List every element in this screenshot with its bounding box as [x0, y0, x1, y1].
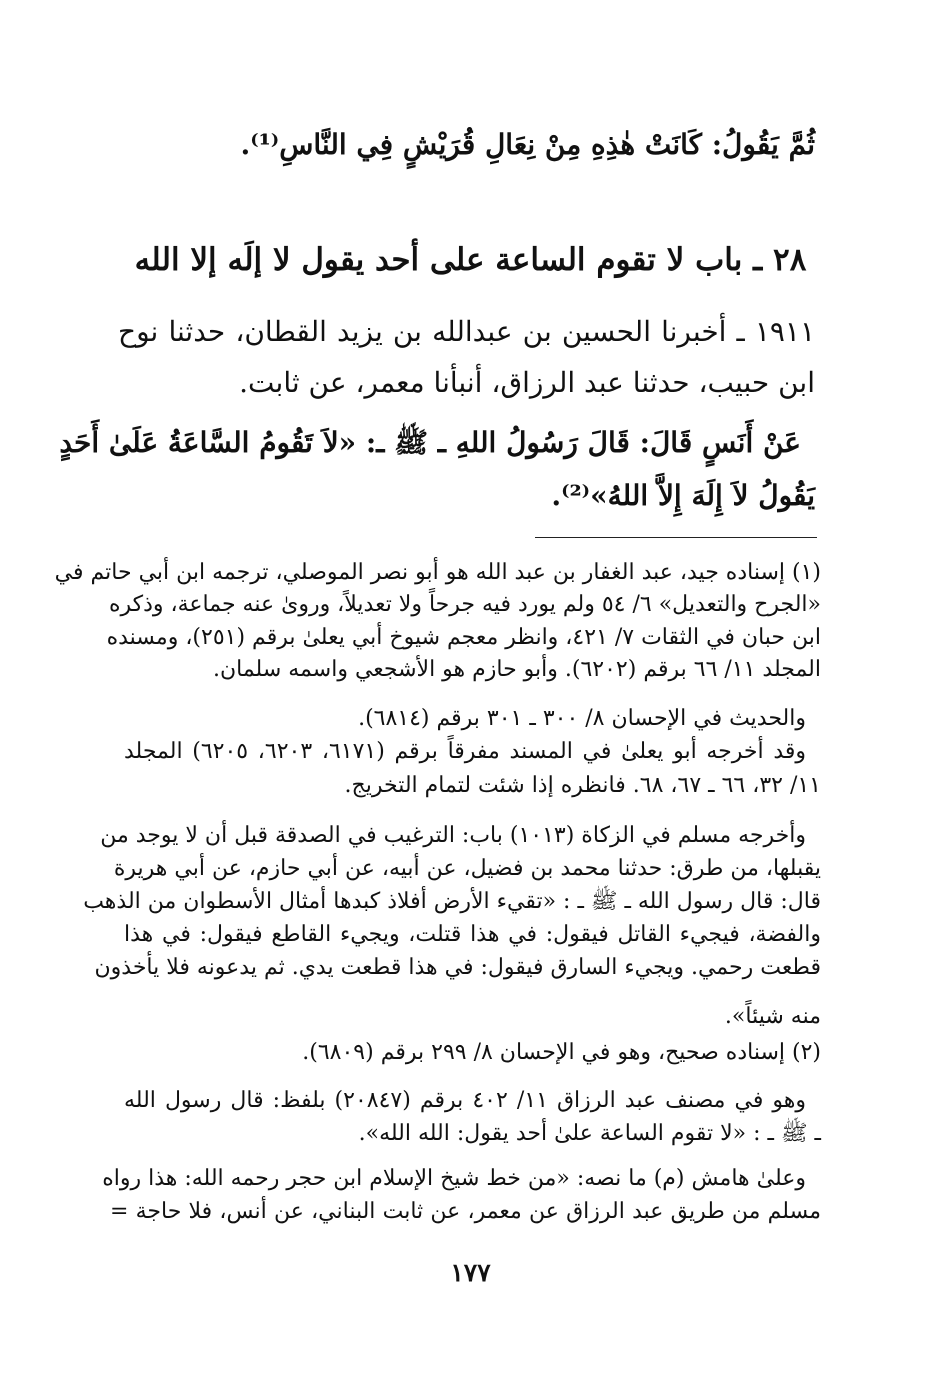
footnote-line: منه شيئاً». — [724, 1004, 821, 1029]
footnote-line: ١١/ ٣٢، ٦٦ ـ ٦٧، ٦٨. فانظره إذا شئت لتمام التخريج. — [344, 773, 821, 798]
footnote-line: المجلد ١١/ ٦٦ برقم (٦٢٠٢). وأبو حازم هو الأشجعي واسمه سلمان. — [212, 657, 821, 682]
footnote-line: وقد أخرجه أبو يعلىٰ في المسند مفرقاً برقم (٦١٧١، ٦٢٠٣، ٦٢٠٥) المجلد — [124, 739, 807, 764]
hadith-text-line-2: يَقُولُ لاَ إِلَهَ إِلاَّ اللهُ»⁽²⁾. — [551, 479, 815, 512]
footnote-line: وهو في مصنف عبد الرزاق ١١/ ٤٠٢ برقم (٢٠٨٤٧) بلفظ: قال رسول الله — [124, 1088, 806, 1113]
footnote-line: قال: قال رسول الله ـ ﷺ ـ : «تقيء الأرض أفلاذ كبدها أمثال الأسطوان من الذهب — [83, 889, 821, 914]
footnote-line: (٢) إسناده صحيح، وهو في الإحسان ٨/ ٢٩٩ برقم (٦٨٠٩). — [302, 1040, 821, 1065]
chapter-title: ٢٨ ـ باب لا تقوم الساعة على أحد يقول لا إلَه إلا الله — [134, 242, 807, 278]
footnote-line: ـ ﷺ ـ : «لا تقوم الساعة علىٰ أحد يقول: الله الله». — [358, 1121, 821, 1146]
verse-end-line: ثُمَّ يَقُولُ: كَانَتْ هٰذِهِ مِنْ نِعَالِ قُرَيْشٍ فِي النَّاسِ⁽¹⁾. — [240, 128, 815, 161]
footnote-line: (١) إسناده جيد، عبد الغفار بن عبد الله هو أبو نصر الموصلي، ترجمه ابن أبي حاتم في — [54, 560, 821, 585]
footnote-separator — [535, 537, 817, 538]
footnote-line: وأخرجه مسلم في الزكاة (١٠١٣) باب: الترغيب في الصدقة قبل أن لا يوجد من — [100, 823, 806, 848]
page-number: ١٧٧ — [450, 1258, 491, 1287]
footnote-line: قطعت رحمي. ويجيء السارق فيقول: في هذا قطعت يدي. ثم يدعونه فلا يأخذون — [94, 955, 821, 980]
hadith-text-line-1: عَنْ أَنَسٍ قَالَ: قَالَ رَسُولُ اللهِ ـ ﷺ ـ: «لاَ تَقُومُ السَّاعَةُ عَلَىٰ أَحَدٍ — [59, 426, 801, 459]
footnote-line: «الجرح والتعديل» ٦/ ٥٤ ولم يورد فيه جرحاً ولا تعديلاً، وروىٰ عنه جماعة، وذكره — [108, 592, 821, 617]
footnote-line: ابن حبان في الثقات ٧/ ٤٢١، وانظر معجم شيوخ أبي يعلىٰ برقم (٢٥١)، ومسنده — [106, 625, 821, 650]
footnote-line: وعلىٰ هامش (م) ما نصه: «من خط شيخ الإسلام ابن حجر رحمه الله: هذا رواه — [102, 1166, 806, 1191]
footnote-line: مسلم من طريق عبد الرزاق عن معمر، عن ثابت البناني، عن أنس، فلا حاجة = — [110, 1199, 821, 1224]
hadith-chain-line-1: ١٩١١ ـ أخبرنا الحسين بن عبدالله بن يزيد القطان، حدثنا نوح — [118, 315, 815, 348]
footnote-line: يقبلها، من طرق: حدثنا محمد بن فضيل، عن أبيه، عن أبي حازم، عن أبي هريرة — [113, 856, 821, 881]
footnote-line: والحديث في الإحسان ٨/ ٣٠٠ ـ ٣٠١ برقم (٦٨١٤). — [358, 706, 806, 731]
hadith-chain-line-2: ابن حبيب، حدثنا عبد الرزاق، أنبأنا معمر، عن ثابت. — [239, 366, 815, 399]
footnote-line: والفضة، فيجيء القاتل فيقول: في هذا قتلت، ويجيء القاطع فيقول: في هذا — [124, 922, 821, 947]
